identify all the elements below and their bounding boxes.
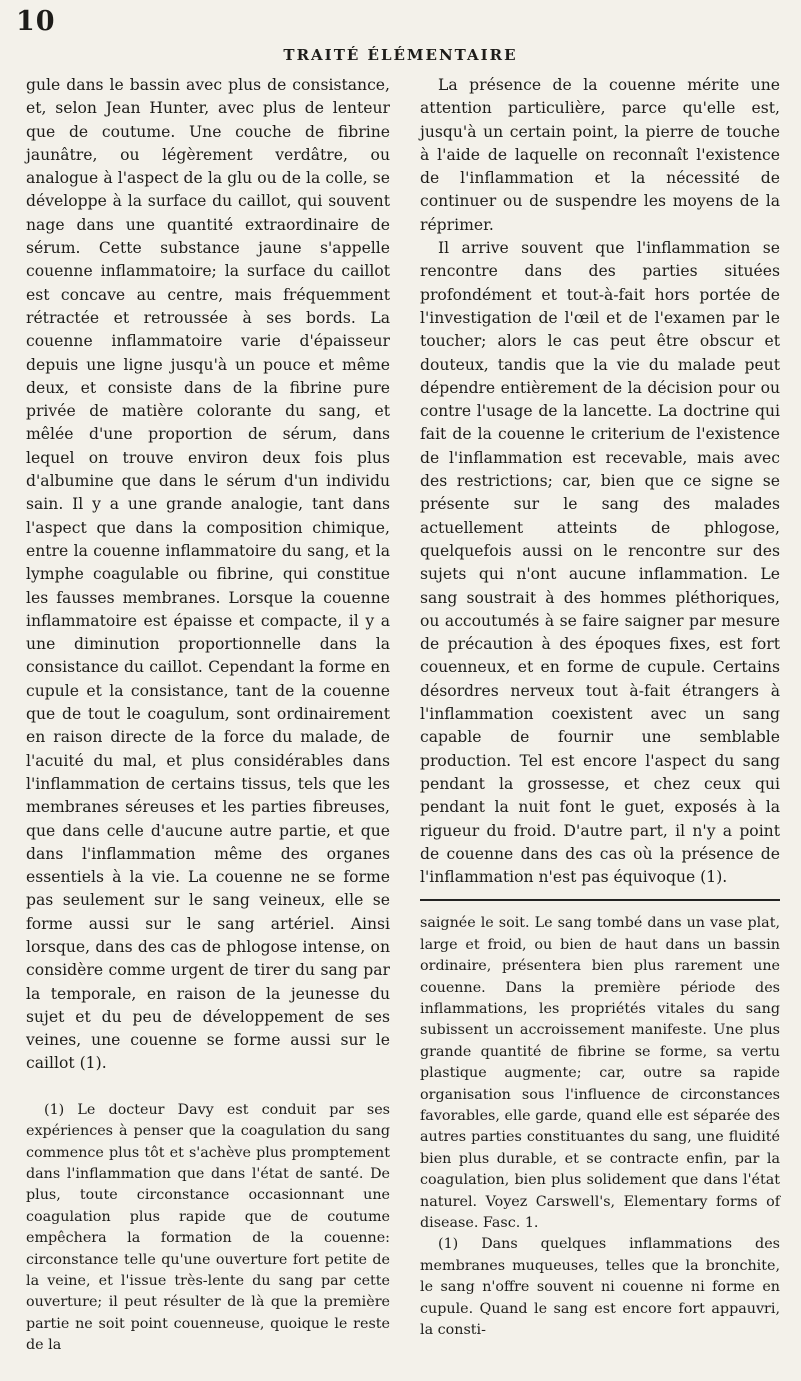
- right-paragraph-1: La présence de la couenne mérite une attention particulière, parce qu'elle est, jusqu'à un certain point, la pierre de touche à l'aide de laquelle on reconnaît l'existence de l'inflammation et la nécessité de continuer ou de suspendre les moyens de la réprimer.: [420, 76, 780, 234]
- left-footnote-text: (1) Le docteur Davy est conduit par ses expériences à penser que la coagulation du sang commence plus tôt et s'achève plus promptement dans l'inflammation que dans l'état de santé. De plus, toute circonstance occasionnant une coagulation plus rapide que de coutume empêchera la formation de la couenne: circonstance telle qu'une ouverture fort petite de la veine, et l'issue très-lente du sang par cette ouverture; il peut résulter de là que la première partie ne soit point couenneuse, quoique le reste de la: [26, 1101, 390, 1354]
- right-paragraph-2: Il arrive souvent que l'inflammation se rencontre dans des parties situées profondément et tout-à-fait hors portée de l'investigation de l'œil et de l'examen par le toucher; alors le cas peut être obscur et douteux, tandis que la vie du malade peut dépendre entièrement de la décision pour ou contre l'usage de la lancette. La doctrine qui fait de la couenne le criterium de l'existence de l'inflammation est recevable, mais avec des restrictions; car, bien que ce signe se présente sur le sang des malades actuellement atteints de phlogose, quelquefois aussi on le rencontre sur des sujets qui n'ont aucune inflammation. Le sang soustrait à des hommes pléthoriques, ou accoutumés à se faire saigner par mesure de précaution à des époques fixes, est fort couenneux, et en forme de cupule. Certains désordres nerveux tout à-fait étrangers à l'inflammation coexistent avec un sang capable de fournir une semblable production. Tel est encore l'aspect du sang pendant la grossesse, et chez ceux qui pendant la nuit font le guet, exposés à la rigueur du froid. D'autre part, il n'y a point de couenne dans des cas où la présence de l'inflammation n'est pas équivoque (1).: [420, 239, 780, 887]
- footnote-continuation: saignée le soit. Le sang tombé dans un vase plat, large et froid, ou bien de haut dans un bassin ordinaire, présentera bien plus rarement une couenne. Dans la première période des inflammations, les propriétés vitales du sang subissent un accroissement manifeste. Une plus grande quantité de fibrine se forme, sa vertu plastique augmente; car, outre sa rapide organisation sous l'influence de circonstances favorables, elle garde, quand elle est séparée des autres parties constituantes du sang, une fluidité bien plus durable, et se contracte enfin, par la coagulation, bien plus solidement que dans l'état naturel. Voyez Carswell's, Elementary forms of disease. Fasc. 1.: [420, 915, 780, 1232]
- right-footnotes: [420, 913, 780, 1341]
- page-number: 10: [16, 6, 56, 37]
- left-spacer: [26, 1076, 390, 1100]
- left-column: [26, 74, 390, 1357]
- right-column: [420, 74, 780, 1342]
- footnote-divider: [420, 899, 780, 901]
- left-main-paragraph: gule dans le bassin avec plus de consistance, et, selon Jean Hunter, avec plus de lenteur que de coutume. Une couche de fibrine jaunâtre, ou légèrement verdâtre, ou analogue à l'aspect de la glu ou de la colle, se développe à la surface du caillot, qui souvent nage dans une quantité extraordinaire de sérum. Cette substance jaune s'appelle couenne inflammatoire; la surface du caillot est concave au centre, mais fréquemment rétractée et retroussée à ses bords. La couenne inflammatoire varie d'épaisseur depuis une ligne jusqu'à un pouce et même deux, et consiste dans de la fibrine pure privée de matière colorante du sang, et mêlée d'une proportion de sérum, dans lequel on trouve environ deux fois plus d'albumine que dans le sérum d'un individu sain. Il y a une grande analogie, tant dans l'aspect que dans la composition chimique, entre la couenne inflammatoire du sang, et la lymphe coagulable ou fibrine, qui constitue les fausses membranes. Lorsque la couenne inflammatoire est épaisse et compacte, il y a une diminution proportionnelle dans la consistance du caillot. Cependant la forme en cupule et la consistance, tant de la couenne que de tout le coagulum, sont ordinairement en raison directe de la force du malade, de l'acuité du mal, et plus considérables dans l'inflammation de certains tissus, tels que les membranes séreuses et les parties fibreuses, que dans celle d'aucune autre partie, et que dans l'inflammation même des organes essentiels à la vie. La couenne ne se forme pas seulement sur le sang veineux, elle se forme aussi sur le sang artériel. Ainsi lorsque, dans des cas de phlogose intense, on considère comme urgent de tirer du sang par la temporale, en raison de la jeunesse du sujet et du peu de développement de ses veines, une couenne se forme aussi sur le caillot (1).: [26, 76, 390, 1073]
- left-footnote: [26, 1100, 390, 1357]
- right-footnote-text: (1) Dans quelques inflammations des membranes muqueuses, telles que la bronchite, le sang n'offre souvent ni couenne ni forme en cupule. Quand le sang est encore fort appauvri, la consti-: [420, 1236, 780, 1339]
- running-title: TRAITÉ ÉLÉMENTAIRE: [283, 46, 518, 64]
